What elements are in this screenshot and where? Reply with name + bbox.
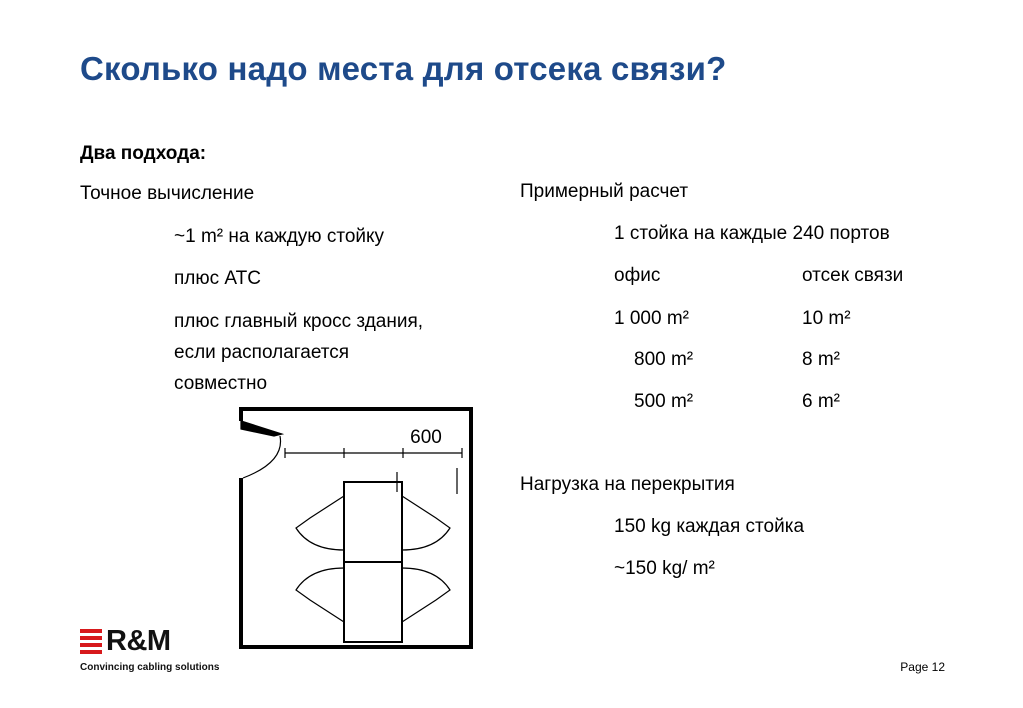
rack-door-lower-left [296, 568, 344, 622]
table-cell-office-1: 1 000 m² [614, 308, 689, 329]
rm-logo [80, 625, 240, 674]
slide-title: Сколько надо места для отсека связи? [80, 50, 727, 87]
table-cell-room-2: 8 m² [802, 349, 840, 370]
rack-door-upper-right [402, 496, 450, 550]
table-cell-office-3: 500 m² [634, 391, 694, 412]
logo-tagline: Convincing cabling solutions [80, 662, 220, 673]
rack-lower [344, 562, 402, 642]
door-swing-arc [243, 436, 281, 478]
approaches-heading: Два подхода: [80, 143, 207, 164]
table-header-comm-room: отсек связи [802, 265, 904, 286]
exact-item-main-cross-line2: если располагается [174, 342, 350, 363]
logo-text: R&M [106, 625, 171, 657]
rack-upper [344, 482, 402, 562]
exact-item-rack-area: ~1 m² на каждую стойку [174, 226, 385, 247]
load-item-per-m2: ~150 kg/ m² [614, 558, 715, 579]
rack-door-upper-left [296, 496, 344, 550]
approx-method-label: Примерный расчет [520, 181, 689, 202]
table-cell-office-2: 800 m² [634, 349, 694, 370]
load-item-per-rack: 150 kg каждая стойка [614, 516, 805, 537]
table-cell-room-3: 6 m² [802, 391, 840, 412]
wall-left-lower [239, 478, 243, 649]
table-header-office: офис [614, 265, 661, 286]
wall-top [239, 407, 472, 411]
door-leaf [241, 421, 282, 436]
exact-method-label: Точное вычисление [80, 183, 255, 204]
dimension-label: 600 [410, 427, 442, 448]
wall-right [469, 407, 473, 649]
exact-item-main-cross-line3: совместно [174, 373, 268, 394]
rack-door-lower-right [402, 568, 450, 622]
approx-rule: 1 стойка на каждые 240 портов [614, 223, 890, 244]
wall-left-upper [239, 407, 243, 421]
logo-bars-icon [80, 628, 102, 654]
load-heading: Нагрузка на перекрытия [520, 474, 735, 495]
page-number: Page 12 [900, 660, 945, 674]
wall-bottom [239, 645, 473, 649]
exact-item-pbx: плюс АТС [174, 268, 261, 289]
room-floorplan-diagram [230, 400, 490, 660]
exact-item-main-cross: плюс главный кросс здания, [174, 311, 424, 332]
table-cell-room-1: 10 m² [802, 308, 851, 329]
